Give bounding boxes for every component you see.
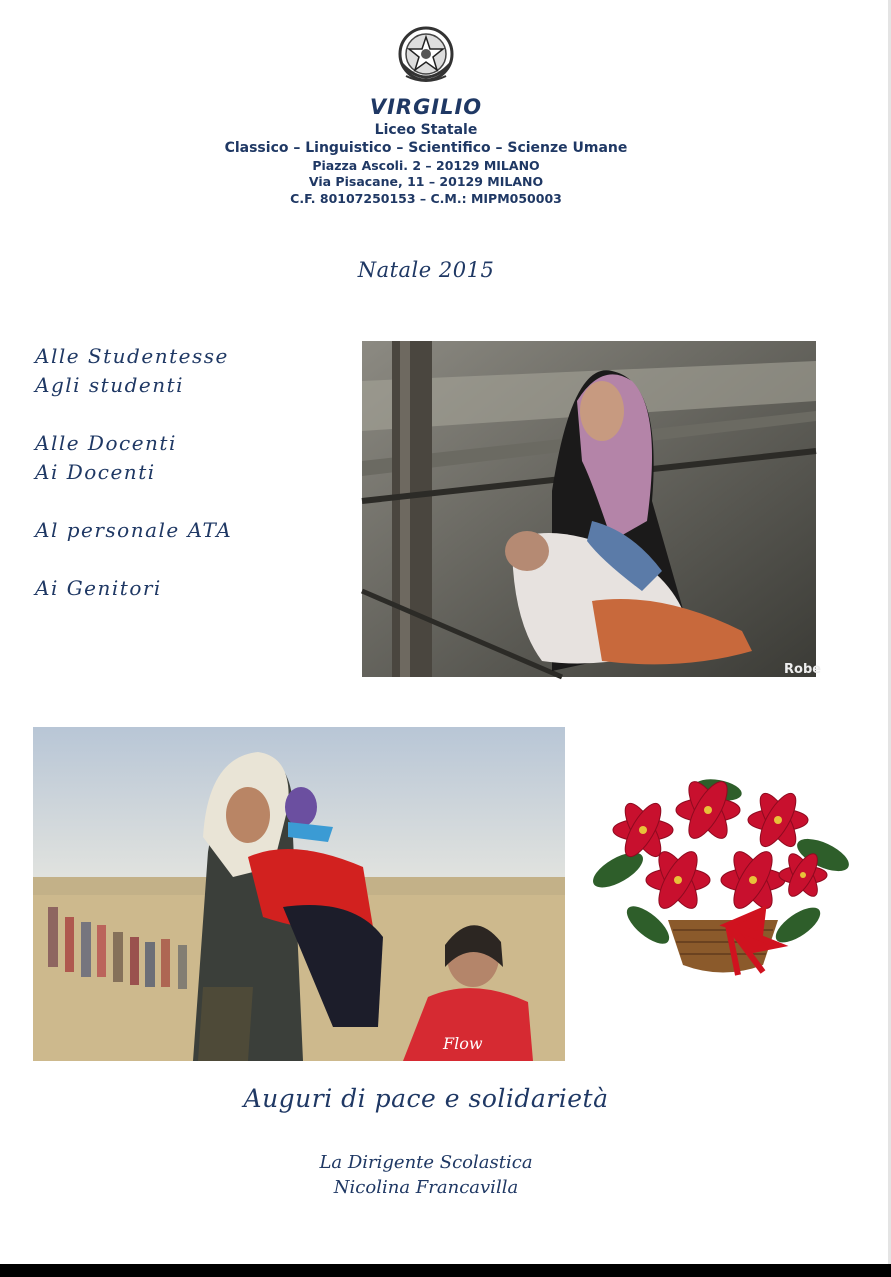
document-title: Natale 2015: [357, 258, 495, 282]
signature-role: La Dirigente Scolastica: [319, 1152, 533, 1173]
recipient-studenti: Agli studenti: [35, 373, 185, 397]
signature-name: Nicolina Francavilla: [333, 1177, 519, 1198]
photo-credit: Robe: [784, 662, 822, 677]
school-address-2: Via Pisacane, 11 – 20129 MILANO: [308, 174, 544, 189]
recipient-ata: Al personale ATA: [35, 518, 233, 542]
recipient-list: [35, 342, 232, 603]
school-branches: Classico – Linguistico – Scientifico – Scienze Umane: [224, 140, 628, 156]
recipient-docenti-m: Ai Docenti: [35, 460, 156, 484]
recipient-docenti-f: Alle Docenti: [35, 431, 177, 455]
school-address-1: Piazza Ascoli. 2 – 20129 MILANO: [312, 158, 540, 173]
photo-mother-with-child: [362, 341, 822, 677]
school-type: Liceo Statale: [374, 122, 478, 138]
poinsettia-image: [588, 750, 853, 990]
recipient-studentesse: Alle Studentesse: [35, 344, 229, 368]
recipient-genitori: Ai Genitori: [35, 576, 162, 600]
svg-text:Flow: Flow: [443, 1034, 483, 1053]
wishes-message: Auguri di pace e solidarietà: [243, 1084, 609, 1113]
photo-refugee-family: [33, 727, 565, 1061]
bottom-bar: [0, 1264, 891, 1277]
school-codes: C.F. 80107250153 – C.M.: MIPM050003: [290, 191, 562, 206]
republic-emblem-icon: [396, 24, 456, 90]
school-name: VIRGILIO: [369, 95, 483, 119]
